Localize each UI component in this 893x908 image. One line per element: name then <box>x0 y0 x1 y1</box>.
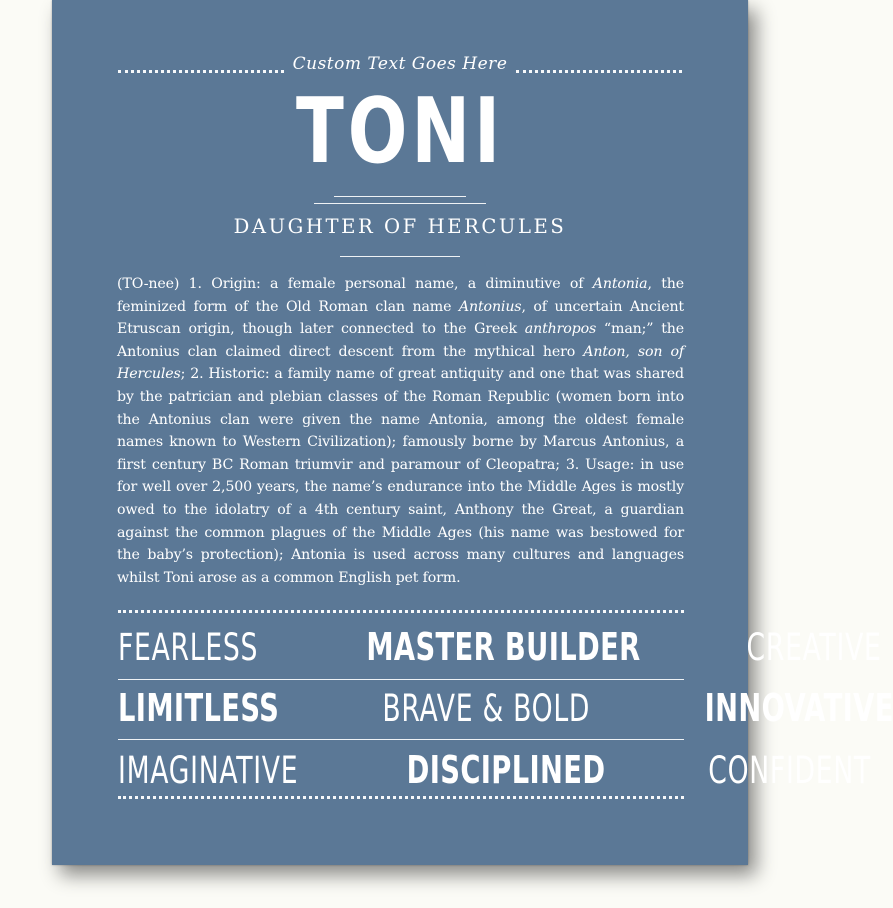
traits-top-dots <box>118 610 684 613</box>
description-italic-term: Anton, son of Hercules <box>117 343 684 383</box>
name-poster <box>52 0 893 865</box>
trait-word: CREATIVE <box>746 625 882 669</box>
description-italic-term: Antonius <box>458 298 522 315</box>
description-italic-term: anthropos <box>524 321 597 338</box>
trait-word: INNOVATIVE <box>704 686 893 730</box>
description-text: , the feminized form of the Old Roman clan name <box>117 276 684 315</box>
trait-word: IMAGINATIVE <box>118 748 299 792</box>
name-meaning: DAUGHTER OF HERCULES <box>233 214 567 238</box>
trait-row <box>118 622 882 672</box>
name-description <box>117 273 684 589</box>
title-underline-1 <box>334 196 466 197</box>
trait-word: FEARLESS <box>118 625 259 669</box>
trait-divider-2 <box>118 739 684 740</box>
trait-divider-1 <box>118 679 684 680</box>
trait-word: BRAVE & BOLD <box>382 686 591 730</box>
description-text: ; 2. Historic: a family name of great antiquity and one that was shared by the patrician and plebian classes of the Roman Republic (women born into the Antonius clan were given the name Antonia, among the oldest female names known to Western Civilization); famously borne by Marcus Antonius, a first century BC Roman triumvir and paramour of Cleopatra; 3. Usage: in use for well over 2,500 years, the name’s endurance into the Middle Ages is mostly owed to the idolatry of a 4th century saint, Anthony the Great, a guardian against the common plagues of the Middle Ages (his name was bestowed for the baby’s protection); Antonia is used across many cultures and languages whilst Toni arose as a common English pet form. <box>117 366 684 586</box>
trait-word: CONFIDENT <box>707 748 871 792</box>
custom-text: Custom Text Goes Here <box>292 54 508 74</box>
title-underline-2 <box>314 203 486 204</box>
trait-word: DISCIPLINED <box>407 748 606 792</box>
description-text: , of uncertain Ancient Etruscan origin, though later connected to the Greek <box>117 298 684 338</box>
description-italic-term: Antonia <box>592 276 648 292</box>
meaning-underline <box>340 256 460 257</box>
trait-row <box>118 683 893 733</box>
traits-bottom-dots <box>118 796 684 799</box>
description-text: (TO-nee) 1. Origin: a female personal name, a diminutive of <box>117 276 593 292</box>
description-text: “man;” the Antonius clan claimed direct descent from the mythical hero <box>117 321 684 360</box>
trait-row <box>118 745 871 795</box>
trait-word: LIMITLESS <box>118 686 280 730</box>
name-title: TONI <box>295 79 505 184</box>
trait-word: MASTER BUILDER <box>365 625 641 669</box>
